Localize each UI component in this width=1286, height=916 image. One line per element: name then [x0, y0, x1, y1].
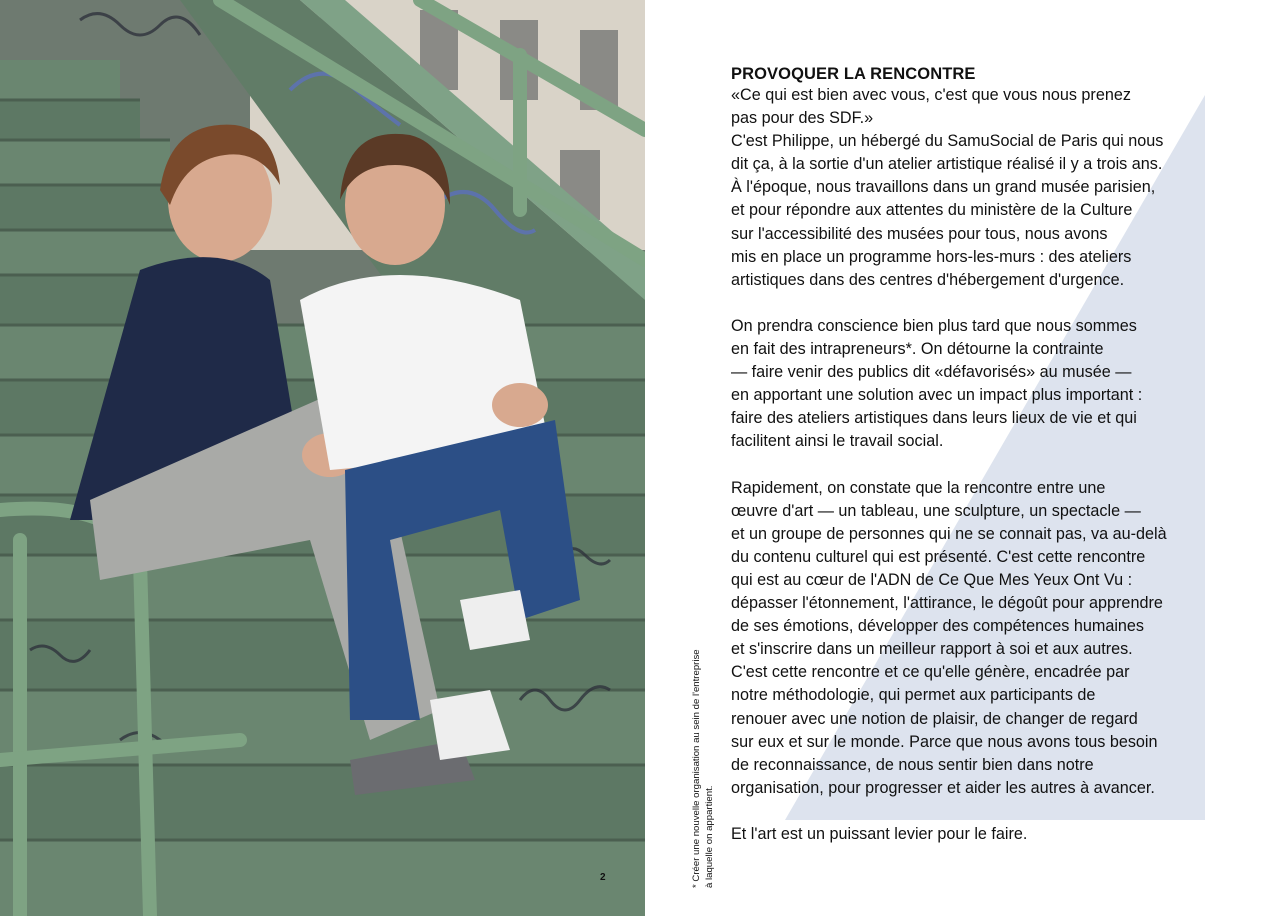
text-line: Et l'art est un puissant levier pour le faire. [731, 825, 1028, 843]
text-line: On prendra conscience bien plus tard que nous sommes [731, 316, 1137, 335]
footnote-line: à laquelle on appartient. [704, 785, 715, 888]
paragraph-3 [731, 477, 1211, 800]
text-line: de reconnaissance, de nous sentir bien dans notre [731, 755, 1094, 774]
text-line: Rapidement, on constate que la rencontre entre une [731, 478, 1106, 497]
text-line: qui est au cœur de l'ADN de Ce Que Mes Yeux Ont Vu : [731, 570, 1133, 589]
text-line: sur eux et sur le monde. Parce que nous avons tous besoin [731, 732, 1158, 751]
paragraph-gap [731, 800, 1211, 823]
text-line: et pour répondre aux attentes du ministère de la Culture [731, 201, 1133, 220]
text-line: et s'inscrire dans un meilleur rapport à soi et aux autres. [731, 640, 1133, 659]
text-line: mis en place un programme hors-les-murs : des ateliers [731, 247, 1132, 266]
text-line: dépasser l'étonnement, l'attirance, le dégoût pour apprendre [731, 594, 1163, 613]
footnote [690, 588, 716, 888]
text-line: de ses émotions, développer des compétences humaines [731, 617, 1145, 636]
text-line: C'est Philippe, un hébergé du SamuSocial de Paris qui nous [731, 132, 1164, 151]
text-line: en apportant une solution avec un impact plus important : [731, 386, 1143, 405]
paragraph-4 [731, 823, 1211, 846]
text-line: artistiques dans des centres d'hébergement d'urgence. [731, 270, 1125, 289]
text-line: «Ce qui est bien avec vous, c'est que vous nous prenez [731, 86, 1131, 104]
text-line: dit ça, à la sortie d'un atelier artistique réalisé il y a trois ans. [731, 155, 1163, 174]
text-line: œuvre d'art — un tableau, une sculpture, un spectacle — [731, 501, 1141, 520]
text-line: notre méthodologie, qui permet aux participants de [731, 686, 1096, 705]
article [731, 64, 1211, 846]
paragraph-gap [731, 454, 1211, 477]
text-line: — faire venir des publics dit «défavorisés» au musée — [731, 363, 1132, 382]
text-line: en fait des intrapreneurs*. On détourne la contrainte [731, 340, 1104, 359]
paragraph-2 [731, 315, 1211, 454]
text-line: renouer avec une notion de plaisir, de changer de regard [731, 709, 1138, 728]
text-line: du contenu culturel qui est présenté. C'est cette rencontre [731, 547, 1146, 566]
text-line: et un groupe de personnes qui ne se connait pas, va au-delà [731, 524, 1167, 543]
text-line: pas pour des SDF.» [731, 109, 874, 128]
text-line: organisation, pour progresser et aider les autres à avancer. [731, 778, 1155, 797]
text-line: C'est cette rencontre et ce qu'elle génère, encadrée par [731, 663, 1130, 682]
paragraph-gap [731, 292, 1211, 315]
paragraph-1 [731, 84, 1211, 292]
text-line: faire des ateliers artistiques dans leurs lieux de vie et qui [731, 409, 1137, 428]
text-line: sur l'accessibilité des musées pour tous, nous avons [731, 224, 1108, 243]
text-line: À l'époque, nous travaillons dans un grand musée parisien, [731, 178, 1156, 197]
article-title: PROVOQUER LA RENCONTRE [731, 65, 976, 83]
footnote-line: * Créer une nouvelle organisation au sein de l'entreprise [691, 649, 702, 888]
page-number: 2 [600, 872, 606, 883]
text-line: facilitent ainsi le travail social. [731, 432, 944, 451]
